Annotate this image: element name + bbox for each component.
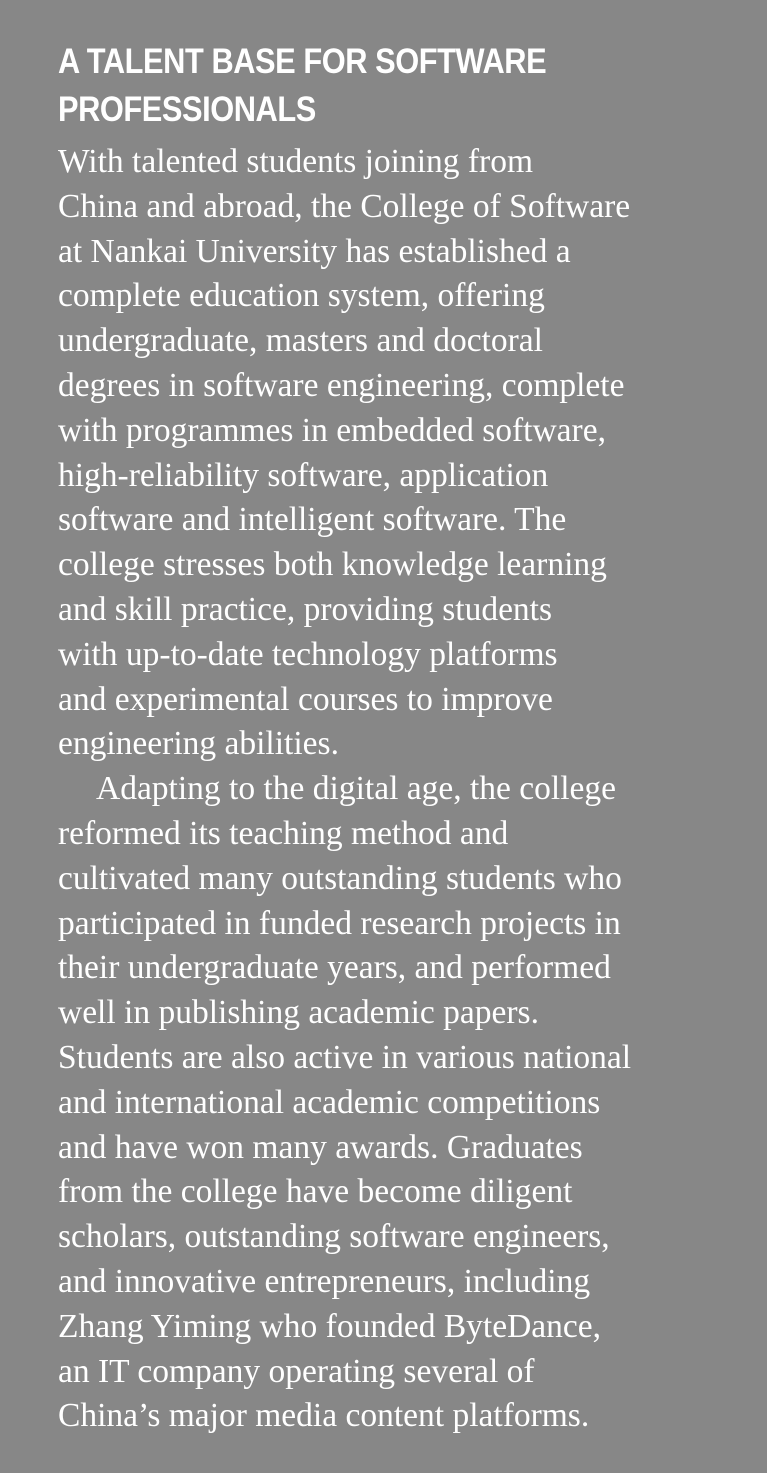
text-line: college stresses both knowledge learning: [58, 546, 607, 584]
article-body: [58, 140, 727, 1439]
text-line: Adapting to the digital age, the college: [96, 770, 617, 808]
text-line: at Nankai University has established a: [58, 232, 571, 270]
text-line: undergraduate, masters and doctoral: [58, 322, 543, 360]
text-line: cultivated many outstanding students who: [58, 859, 622, 897]
text-line: reformed its teaching method and: [58, 814, 509, 852]
article-title: [58, 38, 692, 134]
text-line: and international academic competitions: [58, 1083, 601, 1121]
text-line: an IT company operating several of: [58, 1352, 535, 1390]
text-line: from the college have become diligent: [58, 1173, 573, 1211]
text-line: Zhang Yiming who founded ByteDance,: [58, 1307, 602, 1345]
text-line: their undergraduate years, and performed: [58, 949, 611, 987]
text-line: software and intelligent software. The: [58, 501, 567, 539]
text-line: China’s major media content platforms.: [58, 1397, 590, 1435]
text-line: degrees in software engineering, complete: [58, 366, 625, 404]
text-line: China and abroad, the College of Software: [58, 187, 631, 225]
text-line: and skill practice, providing students: [58, 590, 553, 628]
text-line: with up-to-date technology platforms: [58, 635, 558, 673]
text-line: and innovative entrepreneurs, including: [58, 1262, 591, 1300]
paragraph-2: [58, 767, 727, 1439]
text-line: and experimental courses to improve: [58, 680, 553, 718]
title-line: A TALENT BASE FOR SOFTWARE: [58, 42, 547, 81]
text-line: high-reliability software, application: [58, 456, 549, 494]
title-line: PROFESSIONALS: [58, 90, 316, 129]
text-line: participated in funded research projects in: [58, 904, 621, 942]
text-line: With talented students joining from: [58, 143, 534, 180]
text-line: scholars, outstanding software engineers,: [58, 1218, 610, 1256]
text-line: Students are also active in various national: [58, 1038, 632, 1076]
text-line: well in publishing academic papers.: [58, 994, 539, 1032]
paragraph-1: [58, 140, 727, 767]
text-line: complete education system, offering: [58, 277, 545, 315]
text-line: and have won many awards. Graduates: [58, 1128, 583, 1166]
text-line: engineering abilities.: [58, 725, 339, 763]
text-line: with programmes in embedded software,: [58, 411, 606, 449]
